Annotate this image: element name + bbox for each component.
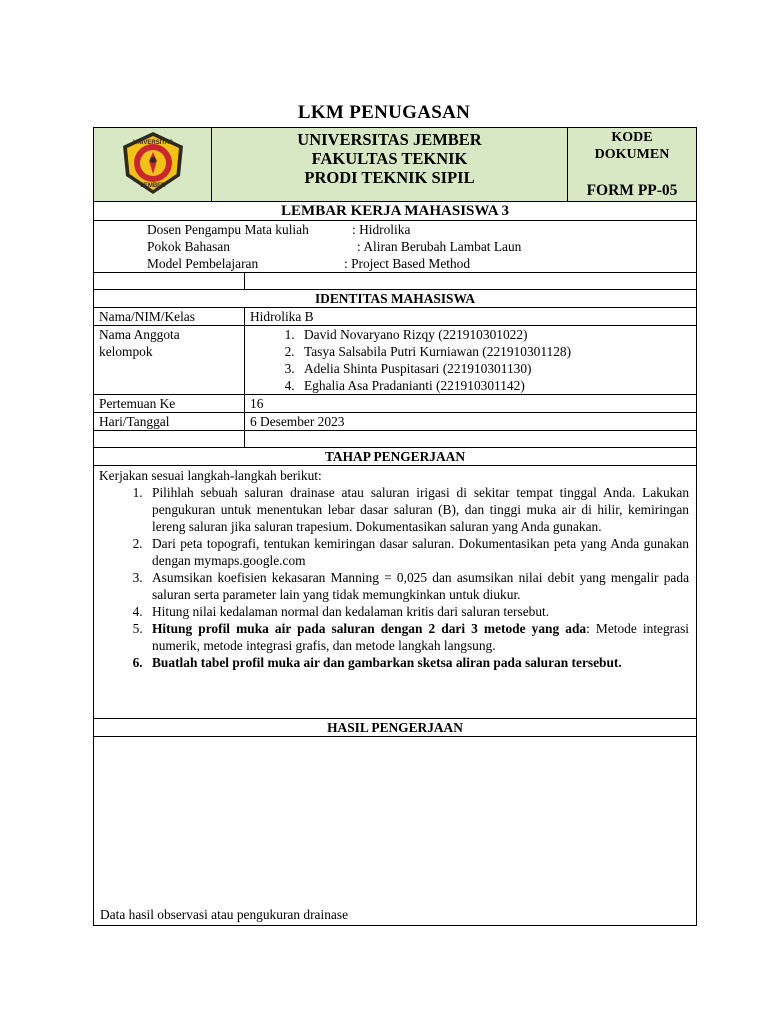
university-header (212, 128, 568, 202)
kode-label: KODE (611, 130, 653, 145)
nim-label: Nama/NIM/Kelas (94, 308, 245, 326)
steps-cell (94, 466, 697, 719)
university-logo-icon (120, 130, 186, 196)
members-list (250, 326, 691, 394)
topic-label: Pokok Bahasan (147, 239, 230, 254)
empty-cell (94, 273, 245, 290)
steps-intro: Kerjakan sesuai langkah-langkah berikut: (99, 468, 322, 483)
form-code: FORM PP-05 (586, 182, 678, 199)
svg-text:UNIVERSITAS: UNIVERSITAS (132, 139, 173, 146)
list-item: 3. Asumsikan koefisien kekasaran Manning = 0,025 dan asumsikan nilai debit yang mengalir pada saluran serta parameter lain yang tidak memungkinkan untuk diukur. (146, 569, 689, 603)
list-item: 2. Dari peta topografi, tentukan kemiringan dasar saluran. Dokumentasikan peta yang Anda gunakan dengan mymaps.google.com (146, 535, 689, 569)
university-name: UNIVERSITAS JEMBER (297, 130, 482, 149)
list-item: 4. Hitung nilai kedalaman normal dan kedalaman kritis dari saluran tersebut. (146, 603, 689, 620)
meeting-label: Pertemuan Ke (94, 395, 245, 413)
members-label: Nama Anggota kelompok (94, 326, 245, 395)
document-code-cell (568, 128, 697, 202)
faculty-name: FAKULTAS TEKNIK (311, 149, 468, 168)
logo-cell (94, 128, 212, 202)
empty-cell (245, 431, 697, 448)
results-note: Data hasil observasi atau pengukuran drainase (100, 907, 349, 922)
list-item: 1. David Novaryano Rizqy (221910301022) (298, 326, 691, 343)
lkm-form-table (93, 127, 697, 926)
program-name: PRODI TEKNIK SIPIL (304, 168, 475, 187)
learning-model-label: Model Pembelajaran (147, 256, 259, 271)
date-label: Hari/Tanggal (94, 413, 245, 431)
lecturer-value: : Hidrolika (352, 222, 411, 237)
document-title: LKM PENUGASAN (297, 102, 471, 123)
list-item: 3. Adelia Shinta Puspitasari (221910301130) (298, 360, 691, 377)
members-list-cell (245, 326, 697, 395)
identity-heading: IDENTITAS MAHASISWA (94, 290, 697, 308)
list-item: 2. Tasya Salsabila Putri Kurniawan (221910301128) (298, 343, 691, 360)
lkm-heading: LEMBAR KERJA MAHASISWA 3 (94, 202, 697, 221)
steps-list (99, 484, 691, 671)
list-item: 4. Eghalia Asa Pradanianti (221910301142) (298, 377, 691, 394)
lecturer-label: Dosen Pengampu Mata kuliah (147, 222, 309, 237)
meeting-value: 16 (245, 395, 697, 413)
svg-text:JEMBER: JEMBER (139, 182, 166, 189)
course-info (94, 221, 697, 273)
results-cell (94, 737, 697, 926)
date-value: 6 Desember 2023 (245, 413, 697, 431)
learning-model-value: : Project Based Method (344, 256, 471, 271)
empty-cell (94, 431, 245, 448)
results-heading: HASIL PENGERJAAN (94, 719, 697, 737)
dokumen-label: DOKUMEN (594, 147, 670, 162)
list-item: 5. Hitung profil muka air pada saluran dengan 2 dari 3 metode yang ada: Metode integrasi numerik, metode integrasi grafis, dan metode langkah langsung. (146, 620, 689, 654)
steps-heading: TAHAP PENGERJAAN (94, 448, 697, 466)
empty-cell (245, 273, 697, 290)
list-item: 6. Buatlah tabel profil muka air dan gambarkan sketsa aliran pada saluran tersebut. (146, 654, 689, 671)
list-item: 1. Pilihlah sebuah saluran drainase atau saluran irigasi di sekitar tempat tinggal Anda. Lakukan pengukuran untuk menentukan lebar dasar saluran (B), dan tinggi muka air di hilir, kemiringan lereng saluran jika saluran trapesium. Dokumentasikan saluran yang Anda gunakan. (146, 484, 689, 535)
topic-value: : Aliran Berubah Lambat Laun (357, 239, 522, 254)
nim-value: Hidrolika B (245, 308, 697, 326)
